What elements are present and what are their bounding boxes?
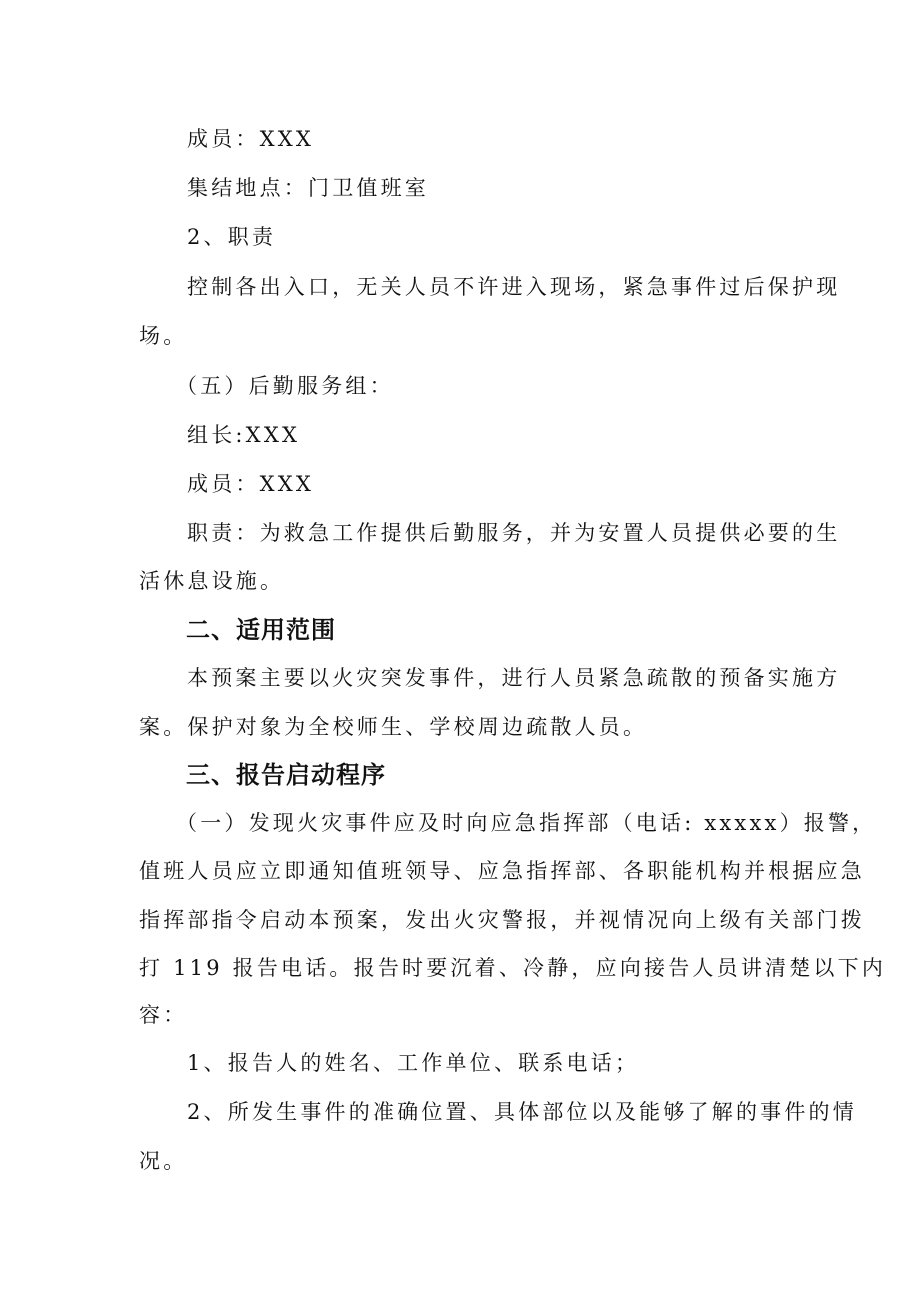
report-paragraph-line-1: （一）发现火灾事件应及时向应急指挥部（电话: xxxxx）报警， [176, 811, 877, 835]
logistics-duty-line-1: 职责：为救急工作提供后勤服务，并为安置人员提供必要的生 [187, 521, 841, 545]
report-paragraph-line-4: 打 119 报告电话。报告时要沉着、冷静，应向接告人员讲清楚以下内 [139, 956, 887, 980]
scope-body-line-2: 案。保护对象为全校师生、学校周边疏散人员。 [139, 715, 648, 739]
logistics-members-line: 成员：XXX [187, 472, 315, 496]
report-item-2-line-2: 况。 [139, 1149, 188, 1173]
scope-body-line-1: 本预案主要以火灾突发事件，进行人员紧急疏散的预备实施方 [187, 666, 841, 690]
report-paragraph-line-5: 容： [139, 1003, 188, 1027]
assembly-point-line: 集结地点：门卫值班室 [187, 176, 429, 200]
logistics-group-title: （五）后勤服务组： [176, 374, 394, 398]
duty-text-line-2: 场。 [139, 324, 188, 348]
logistics-leader-line: 组长:XXX [187, 423, 301, 447]
duty-text-line-1: 控制各出入口，无关人员不许进入现场，紧急事件过后保护现 [187, 275, 841, 299]
members-line: 成员：XXX [187, 127, 315, 151]
duty-heading: 2、职责 [187, 225, 277, 249]
report-paragraph-line-2: 值班人员应立即通知值班领导、应急指挥部、各职能机构并根据应急 [139, 859, 865, 883]
report-item-2-line-1: 2、所发生事件的准确位置、具体部位以及能够了解的事件的情 [187, 1100, 857, 1124]
section-heading-report: 三、报告启动程序 [186, 761, 386, 789]
report-item-1: 1、报告人的姓名、工作单位、联系电话； [187, 1051, 640, 1075]
logistics-duty-line-2: 活休息设施。 [139, 569, 285, 593]
section-heading-scope: 二、适用范围 [186, 616, 336, 644]
report-paragraph-line-3: 指挥部指令启动本预案，发出火灾警报，并视情况向上级有关部门拨 [139, 908, 865, 932]
